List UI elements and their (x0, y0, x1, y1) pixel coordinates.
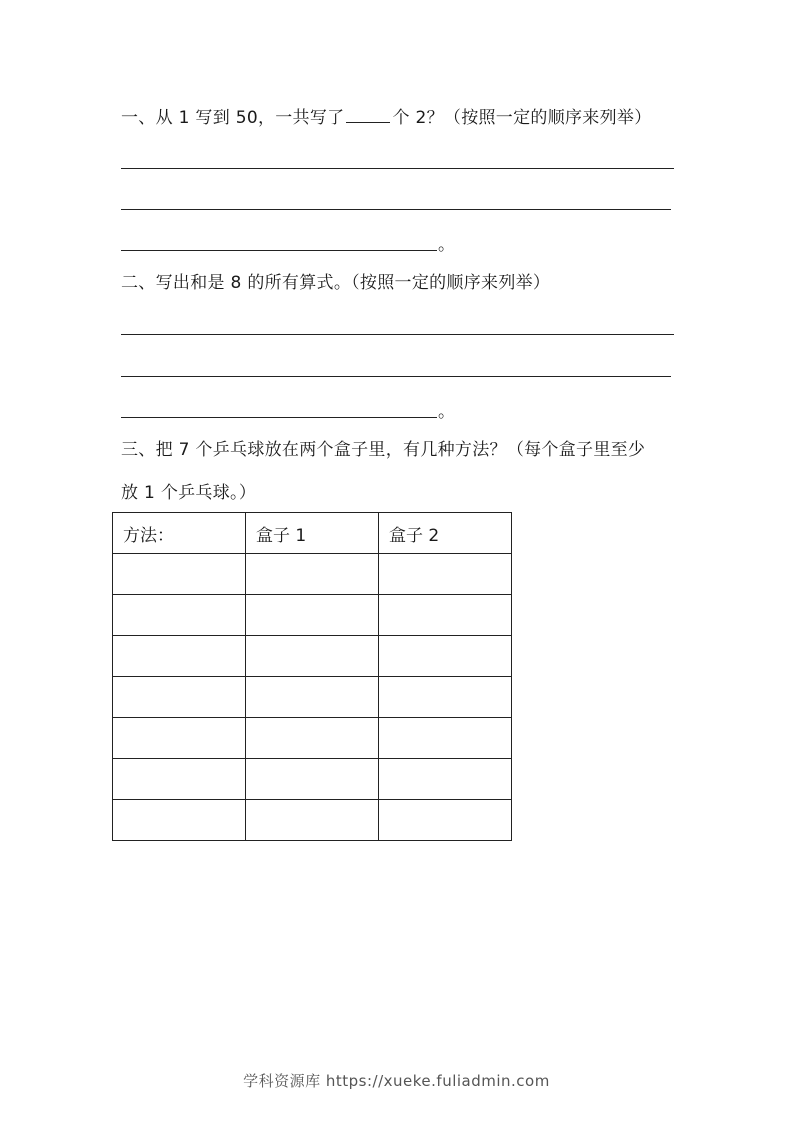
table-cell-box-1[interactable] (246, 636, 379, 677)
table-cell-method[interactable] (113, 759, 246, 800)
table-cell-box-2[interactable] (379, 718, 512, 759)
table-cell-box-1[interactable] (246, 677, 379, 718)
footer-watermark: 学科资源库 https://xueke.fuliadmin.com (243, 1072, 550, 1090)
table-cell-box-2[interactable] (379, 595, 512, 636)
table-row (113, 800, 512, 841)
question-2-text: 二、写出和是 8 的所有算式。（按照一定的顺序来列举） (121, 273, 551, 293)
table-cell-box-2[interactable] (379, 800, 512, 841)
question-2-answer-line-3[interactable] (121, 417, 437, 418)
question-1-text-before: 一、从 1 写到 50，一共写了 (121, 108, 345, 128)
table-cell-box-1[interactable] (246, 554, 379, 595)
table-row (113, 677, 512, 718)
question-2-answer-line-1[interactable] (121, 334, 674, 335)
question-1-answer-line-1[interactable] (121, 168, 674, 169)
table-header-box-1: 盒子 1 (246, 513, 379, 554)
table-cell-box-2[interactable] (379, 636, 512, 677)
question-1-answer-line-2[interactable] (121, 209, 671, 210)
table-cell-method[interactable] (113, 800, 246, 841)
question-3-line-1: 三、把 7 个乒乓球放在两个盒子里，有几种方法？（每个盒子里至少 (121, 440, 646, 460)
question-3-line-2: 放 1 个乒乓球。） (121, 483, 257, 503)
question-1-text-after: 个 2？（按照一定的顺序来列举） (392, 108, 652, 128)
table-header-row (113, 513, 512, 554)
table-row (113, 595, 512, 636)
question-1-answer-line-3[interactable] (121, 250, 437, 251)
table-header-method: 方法： (113, 513, 246, 554)
question-2 (121, 271, 550, 295)
table-cell-box-1[interactable] (246, 800, 379, 841)
table-row (113, 759, 512, 800)
question-1-end-period: 。 (438, 235, 455, 255)
table-header-box-2: 盒子 2 (379, 513, 512, 554)
answer-table (112, 512, 512, 841)
table-cell-box-2[interactable] (379, 554, 512, 595)
table-cell-box-1[interactable] (246, 595, 379, 636)
table-cell-method[interactable] (113, 677, 246, 718)
question-1-inline-blank[interactable] (346, 104, 390, 123)
table-row (113, 554, 512, 595)
question-2-end-period: 。 (438, 402, 455, 422)
table-cell-method[interactable] (113, 718, 246, 759)
question-1 (121, 104, 652, 130)
table-row (113, 718, 512, 759)
table-row (113, 636, 512, 677)
table-cell-method[interactable] (113, 636, 246, 677)
question-2-answer-line-2[interactable] (121, 376, 671, 377)
table-cell-box-2[interactable] (379, 759, 512, 800)
table-cell-method[interactable] (113, 554, 246, 595)
table-cell-method[interactable] (113, 595, 246, 636)
table-cell-box-1[interactable] (246, 718, 379, 759)
table-cell-box-2[interactable] (379, 677, 512, 718)
table-cell-box-1[interactable] (246, 759, 379, 800)
